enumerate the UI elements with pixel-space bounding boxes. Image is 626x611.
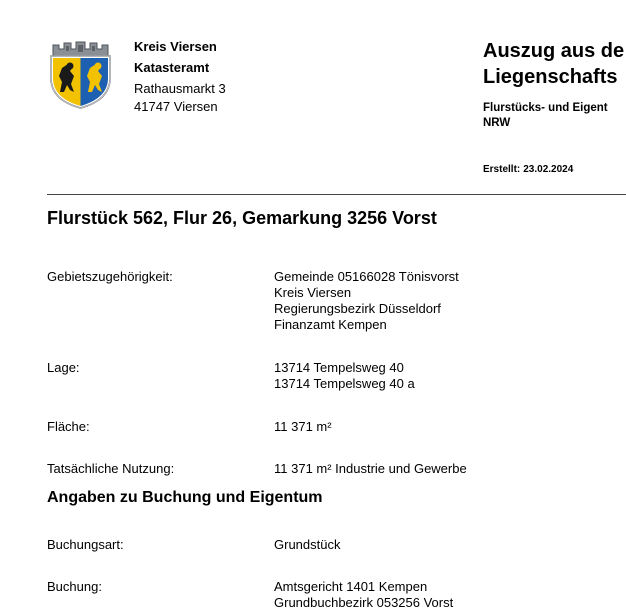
header-divider	[47, 194, 626, 195]
gebiet-line: Finanzamt Kempen	[274, 317, 387, 332]
gebiet-line: Regierungsbezirk Düsseldorf	[274, 301, 441, 316]
gebiet-line: Gemeinde 05166028 Tönisvorst	[274, 269, 459, 284]
flaeche-label: Fläche:	[47, 419, 90, 434]
section-heading-buchung: Angaben zu Buchung und Eigentum	[47, 489, 323, 506]
office-city: 41747 Viersen	[134, 99, 218, 114]
buchung-value	[274, 579, 453, 611]
parcel-heading: Flurstück 562, Flur 26, Gemarkung 3256 Vorst	[47, 208, 437, 228]
lage-value	[274, 360, 415, 392]
gebiet-line: Kreis Viersen	[274, 285, 352, 300]
created-value: 23.02.2024	[523, 164, 574, 175]
document-subtitle-line1: Flurstücks- und Eigent	[483, 102, 608, 114]
nutzung-label: Tatsächliche Nutzung:	[47, 461, 175, 476]
lage-line: 13714 Tempelsweg 40 a	[274, 376, 415, 391]
nutzung-value: 11 371 m² Industrie und Gewerbe	[274, 461, 467, 476]
flaeche-value: 11 371 m²	[274, 419, 332, 434]
document-title-line1: Auszug aus de	[483, 40, 625, 62]
buchung-line: Grundbuchbezirk 053256 Vorst	[274, 595, 454, 610]
document-title	[483, 38, 624, 90]
mural-crown	[53, 42, 108, 56]
lage-label: Lage:	[47, 360, 80, 375]
created-date	[483, 164, 573, 175]
office-name: Kreis Viersen	[134, 39, 217, 54]
document-subtitle	[483, 101, 608, 131]
document-subtitle-line2: NRW	[483, 117, 511, 129]
buchung-label: Buchung:	[47, 579, 102, 594]
document-title-line2: Liegenschafts	[483, 66, 618, 88]
gebiet-value	[274, 269, 459, 333]
lage-line: 13714 Tempelsweg 40	[274, 360, 404, 375]
office-address	[134, 38, 226, 116]
buchungsart-value: Grundstück	[274, 537, 341, 552]
buchungsart-label: Buchungsart:	[47, 537, 124, 552]
gebiet-label: Gebietszugehörigkeit:	[47, 269, 173, 284]
coat-of-arms-icon	[47, 40, 114, 110]
office-department: Katasteramt	[134, 60, 210, 75]
buchung-line: Amtsgericht 1401 Kempen	[274, 579, 428, 594]
created-label: Erstellt:	[483, 164, 521, 175]
office-street: Rathausmarkt 3	[134, 81, 226, 96]
